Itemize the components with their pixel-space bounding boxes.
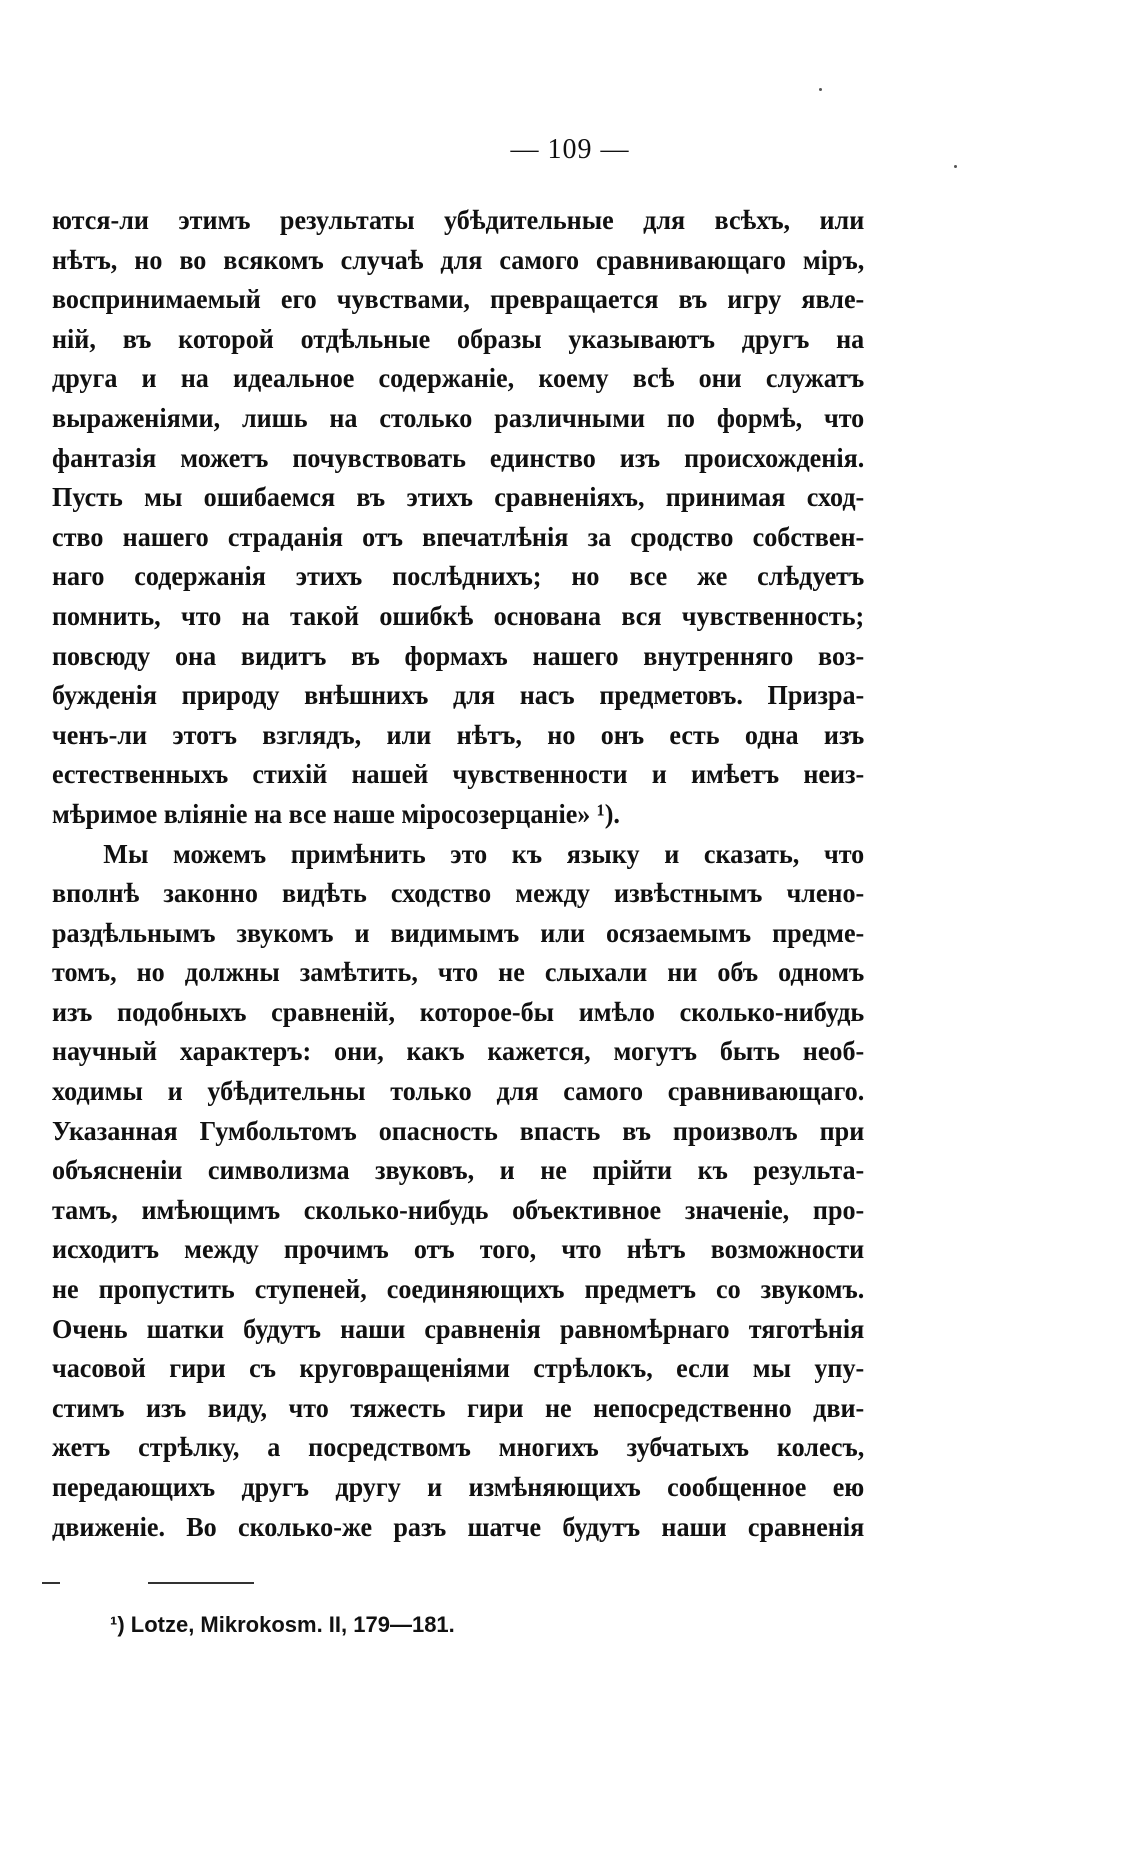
text-line: ются-ли этимъ результаты убѣдительные для всѣхъ, или (52, 204, 865, 235)
text-line: стимъ изъ виду, что тяжесть гири не непосредственно дви- (52, 1391, 865, 1423)
text-line: не пропустить ступеней, соединяющихъ предметъ со звукомъ. (52, 1273, 865, 1305)
text-line: изъ подобныхъ сравненій, которое-бы имѣло сколько-нибудь (52, 995, 865, 1027)
footnote-divider-dash (42, 1582, 60, 1584)
text-line: ство нашего страданія отъ впечатлѣнія за сродство собствен- (52, 520, 865, 552)
text-line: Мы можемъ примѣнить это къ языку и сказать, что (103, 837, 865, 869)
text-line: Очень шатки будутъ наши сравненія равномѣрнаго тяготѣнія (52, 1312, 865, 1344)
text-line: ченъ-ли этотъ взглядъ, или нѣтъ, но онъ есть одна изъ (52, 718, 865, 750)
scan-speck (954, 165, 957, 168)
footnote-divider (148, 1582, 254, 1584)
text-line: помнить, что на такой ошибкѣ основана вся чувственность; (52, 599, 865, 631)
footnote: ¹) Lotze, Mikrokosm. II, 179—181. (110, 1612, 455, 1637)
text-line: повсюду она видитъ въ формахъ нашего внутренняго воз- (52, 639, 865, 671)
text-line: ходимы и убѣдительны только для самого сравнивающаго. (52, 1075, 865, 1107)
text-line: объясненіи символизма звуковъ, и не прійти къ результа- (52, 1154, 865, 1186)
text-line: наго содержанія этихъ послѣднихъ; но все же слѣдуетъ (52, 560, 865, 592)
text-line: бужденія природу внѣшнихъ для насъ предметовъ. Призра- (52, 679, 865, 711)
text-line: движеніе. Во сколько-же разъ шатче будутъ наши сравненія (52, 1510, 865, 1542)
page-number: — 109 — (510, 134, 630, 165)
text-line: часовой гири съ круговращеніями стрѣлокъ, если мы упу- (52, 1352, 865, 1384)
text-line: передающихъ другъ другу и измѣняющихъ сообщенное ею (52, 1471, 865, 1502)
text-line: Указанная Гумбольтомъ опасность впасть въ произволъ при (52, 1114, 865, 1146)
text-line: вполнѣ законно видѣть сходство между извѣстнымъ члено- (52, 877, 865, 909)
text-line: мѣримое вліяніе на все наше міросозерцаніе» ¹). (52, 797, 620, 829)
text-line: нѣтъ, но во всякомъ случаѣ для самого сравнивающаго міръ, (52, 243, 865, 275)
paragraph-1 (52, 200, 864, 834)
text-line: ній, въ которой отдѣльные образы указываютъ другъ на (52, 322, 865, 354)
text-line: тамъ, имѣющимъ сколько-нибудь объективное значеніе, про- (52, 1193, 865, 1225)
text-line: научный характеръ: они, какъ кажется, могутъ быть необ- (52, 1035, 865, 1067)
text-line: Пусть мы ошибаемся въ этихъ сравненіяхъ, принимая сход- (52, 481, 865, 513)
text-line: воспринимаемый его чувствами, превращается въ игру явле- (52, 283, 865, 315)
text-line: исходитъ между прочимъ отъ того, что нѣтъ возможности (52, 1233, 865, 1265)
text-line: томъ, но должны замѣтить, что не слыхали ни объ одномъ (52, 956, 865, 988)
paragraph-2 (52, 834, 864, 1547)
text-line: естественныхъ стихій нашей чувственности и имѣетъ неиз- (52, 758, 865, 790)
text-line: выраженіями, лишь на столько различными по формѣ, что (52, 401, 865, 433)
body-text (52, 200, 864, 1546)
text-line: раздѣльнымъ звукомъ и видимымъ или осязаемымъ предме- (52, 916, 865, 948)
scan-speck (819, 88, 822, 91)
text-line: фантазія можетъ почувствовать единство изъ происхожденія. (52, 441, 865, 473)
text-line: жетъ стрѣлку, а посредствомъ многихъ зубчатыхъ колесъ, (52, 1431, 865, 1463)
text-line: друга и на идеальное содержаніе, коему всѣ они служатъ (52, 362, 865, 394)
